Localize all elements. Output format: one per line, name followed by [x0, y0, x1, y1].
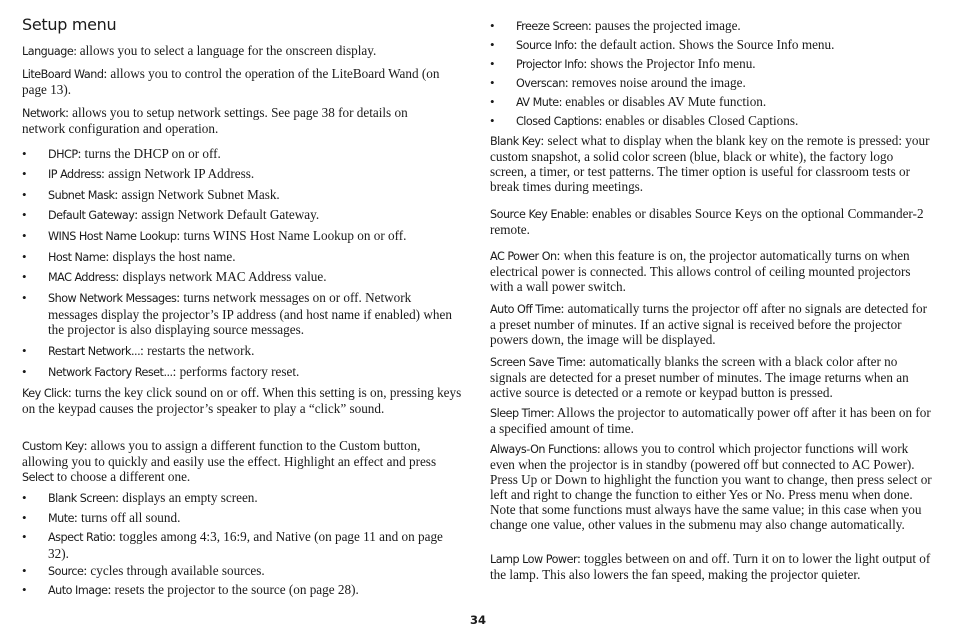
bullet-icon: •	[22, 187, 27, 202]
list-item	[490, 18, 930, 35]
list-item	[22, 228, 462, 245]
list-item	[22, 269, 462, 286]
bullet-icon: •	[22, 269, 27, 284]
item-text: : assign Network Subnet Mask.	[114, 187, 280, 202]
blank-key-paragraph	[490, 133, 932, 194]
source-key-term: Source Key Enable:	[490, 208, 589, 221]
item-term: Host Name	[48, 251, 106, 264]
language-text: allows you to select a language for the onscreen display.	[76, 43, 377, 58]
list-item	[22, 563, 462, 580]
item-text: : displays the host name.	[105, 249, 236, 264]
item-text: : assign Network Default Gateway.	[134, 207, 320, 222]
bullet-icon: •	[490, 75, 495, 90]
network-paragraph	[22, 105, 454, 136]
item-term: MAC Address	[48, 271, 116, 284]
page-title: Setup menu	[22, 15, 117, 34]
bullet-icon: •	[490, 18, 495, 33]
auto-off-text: : automatically turns the projector off after no signals are detected for a preset number of minutes. If an active signal is received before the projector powers down, the image will be displayed.	[490, 301, 927, 347]
item-term: WINS Host Name Lookup	[48, 230, 177, 243]
screen-save-term: Screen Save Time	[490, 356, 583, 369]
item-term: IP Address	[48, 168, 102, 181]
page-number: 34	[470, 613, 487, 627]
item-text: : displays an empty screen.	[115, 490, 258, 505]
bullet-icon: •	[22, 510, 27, 525]
item-term: Source	[48, 565, 84, 578]
source-key-text: enables or disables Source Keys on the optional Commander-2 remote.	[490, 206, 924, 237]
list-item	[490, 37, 930, 54]
auto-off-term: Auto Off Time	[490, 303, 561, 316]
list-item	[490, 113, 930, 130]
bullet-icon: •	[22, 207, 27, 222]
language-paragraph	[22, 43, 464, 59]
list-item	[22, 510, 462, 527]
list-item	[22, 187, 462, 204]
bullet-icon: •	[490, 113, 495, 128]
bullet-icon: •	[22, 343, 27, 358]
custom-key-text: : allows you to assign a different function to the Custom button, allowing you to quickly and easily use the effect. Highlight an effect and press	[22, 438, 437, 469]
item-text: : cycles through available sources.	[83, 563, 265, 578]
item-text: : turns the DHCP on or off.	[77, 146, 221, 161]
bullet-icon: •	[22, 563, 27, 578]
auto-off-paragraph	[490, 301, 932, 347]
item-text: : removes noise around the image.	[564, 75, 746, 90]
source-key-paragraph	[490, 206, 932, 237]
item-text: : displays network MAC Address value.	[115, 269, 327, 284]
custom-key-paragraph	[22, 438, 467, 485]
network-text: : allows you to setup network settings. See page 38 for details on network configuration and operation.	[22, 105, 408, 136]
custom-key-term: Custom Key	[22, 440, 84, 453]
key-click-text: : turns the key click sound on or off. When this setting is on, pressing keys on the keypad causes the projector’s speaker to play a “click” sound.	[22, 385, 462, 416]
list-item	[490, 56, 930, 73]
bullet-icon: •	[22, 364, 27, 379]
list-item	[22, 290, 462, 338]
item-text: : assign Network IP Address.	[101, 166, 255, 181]
list-item	[22, 249, 462, 266]
item-text: enables or disables Closed Captions.	[601, 113, 799, 128]
custom-key-text-end: to choose a different one.	[53, 469, 191, 484]
key-click-paragraph	[22, 385, 467, 416]
item-term: Aspect Ratio	[48, 531, 113, 544]
item-term: Closed Captions:	[516, 115, 602, 128]
item-text: : performs factory reset.	[172, 364, 300, 379]
item-term: Subnet Mask	[48, 189, 115, 202]
sleep-timer-text: Allows the projector to automatically power off after it has been on for a specified amount of time.	[490, 405, 931, 436]
sleep-timer-paragraph	[490, 405, 932, 436]
item-term: Freeze Screen	[516, 20, 589, 33]
always-on-text: allows you to control which projector functions will work even when the projector is in standby (powered off but connected to AC Power). Press Up or Down to highlight the function you want to change, then press select or left and right to change the function to either Yes or No. Press menu when done. Note that some functions must always have the same value; in this case when you change one value, other values in the submenu may also change automatically.	[490, 441, 932, 532]
list-item	[490, 75, 930, 92]
item-text: enables or disables AV Mute function.	[561, 94, 767, 109]
liteboard-term: LiteBoard Wand	[22, 68, 104, 81]
list-item	[22, 582, 462, 599]
bullet-icon: •	[22, 166, 27, 181]
list-item	[22, 364, 462, 381]
blank-key-term: Blank Key	[490, 135, 541, 148]
item-term: Network Factory Reset...	[48, 366, 173, 379]
item-text: : resets the projector to the source (on page 28).	[107, 582, 359, 597]
always-on-term: Always-On Functions:	[490, 443, 601, 456]
list-item	[490, 94, 930, 111]
list-item	[22, 166, 462, 183]
item-term: Source Info	[516, 39, 574, 52]
item-term: Show Network Messages	[48, 292, 177, 305]
item-term: Default Gateway	[48, 209, 135, 222]
select-term: Select	[22, 471, 54, 484]
bullet-icon: •	[490, 37, 495, 52]
lamp-low-text: : toggles between on and off. Turn it on to lower the light output of the lamp. This also lowers the fan speed, making the projector quieter.	[490, 551, 931, 582]
bullet-icon: •	[22, 290, 27, 305]
item-term: Restart Network...	[48, 345, 141, 358]
list-item	[22, 207, 462, 224]
key-click-term: Key Click	[22, 387, 68, 400]
item-term: Auto Image	[48, 584, 108, 597]
item-term: Projector Info	[516, 58, 584, 71]
item-text: : shows the Projector Info menu.	[583, 56, 756, 71]
screen-save-text: : automatically blanks the screen with a black color after no signals are detected for a preset number of minutes. The image returns when an active source is detected or a remote or keypad button is pressed.	[490, 354, 909, 400]
item-term: DHCP	[48, 148, 78, 161]
bullet-icon: •	[490, 94, 495, 109]
item-text: : restarts the network.	[140, 343, 255, 358]
language-term: Language:	[22, 45, 77, 58]
item-text: : pauses the projected image.	[588, 18, 741, 33]
always-on-paragraph	[490, 441, 932, 532]
bullet-icon: •	[22, 249, 27, 264]
list-item	[22, 490, 462, 507]
screen-save-paragraph	[490, 354, 932, 400]
item-term: Overscan	[516, 77, 565, 90]
item-term: Blank Screen	[48, 492, 116, 505]
bullet-icon: •	[22, 490, 27, 505]
ac-power-paragraph	[490, 248, 932, 294]
bullet-icon: •	[22, 146, 27, 161]
bullet-icon: •	[22, 228, 27, 243]
list-item	[22, 146, 462, 163]
list-item	[22, 343, 462, 360]
list-item	[22, 529, 462, 561]
ac-power-term: AC Power On	[490, 250, 557, 263]
bullet-icon: •	[22, 582, 27, 597]
lamp-low-paragraph	[490, 551, 932, 582]
item-text: : turns network messages on or off. Network messages display the projector’s IP address (and host name if enabled) when the projector is also displaying source messages.	[48, 290, 452, 337]
blank-key-text: : select what to display when the blank key on the remote is pressed: your custom snapshot, a solid color screen (blue, black or white), the factory logo screen, a timer, or test patterns. The timer option is useful for classroom tests or break times during meetings.	[490, 133, 930, 194]
item-text: : the default action. Shows the Source Info menu.	[573, 37, 835, 52]
liteboard-text: : allows you to control the operation of the LiteBoard Wand (on page 13).	[22, 66, 440, 97]
item-term: AV Mute:	[516, 96, 562, 109]
item-text: : toggles among 4:3, 16:9, and Native (on page 11 and on page 32).	[48, 529, 443, 561]
bullet-icon: •	[490, 56, 495, 71]
liteboard-paragraph	[22, 66, 464, 97]
lamp-low-term: Lamp Low Power	[490, 553, 578, 566]
sleep-timer-term: Sleep Timer:	[490, 407, 555, 420]
item-text: : turns WINS Host Name Lookup on or off.	[176, 228, 407, 243]
item-text: : turns off all sound.	[74, 510, 181, 525]
ac-power-text: : when this feature is on, the projector automatically turns on when electrical power is connected. This allows control of ceiling mounted projectors with a wall power switch.	[490, 248, 911, 294]
network-term: Network	[22, 107, 66, 120]
bullet-icon: •	[22, 529, 27, 544]
item-term: Mute	[48, 512, 75, 525]
